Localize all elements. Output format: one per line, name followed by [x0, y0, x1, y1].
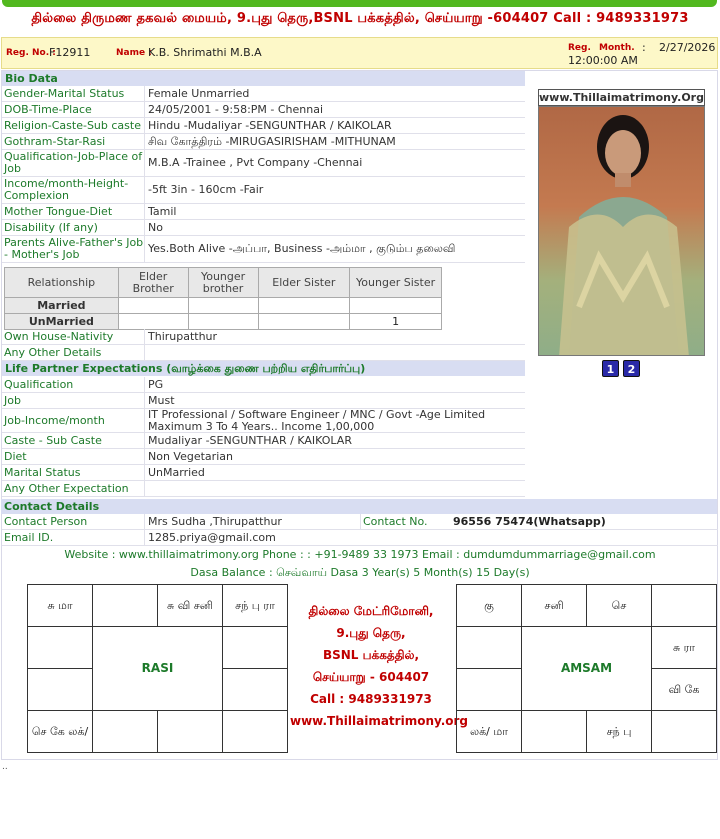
detail-label: DOB-Time-Place	[2, 102, 145, 117]
chart-house-cell: சனி	[521, 584, 587, 627]
detail-value: Must	[148, 393, 175, 407]
trailing-dots: ..	[2, 762, 8, 772]
detail-row	[2, 220, 525, 236]
contact-person-row	[2, 514, 718, 530]
email-row	[2, 530, 718, 546]
month-label: Month.	[599, 43, 635, 53]
siblings-header-row	[5, 268, 442, 298]
address-line: Call : 9489331973	[310, 692, 432, 706]
detail-label: Religion-Caste-Sub caste	[2, 118, 145, 133]
chart-house-cell: செ கே லக்/	[27, 710, 93, 753]
sib-cell	[188, 298, 258, 314]
chart-house-cell	[157, 710, 223, 753]
address-line: www.Thillaimatrimony.org	[290, 714, 469, 728]
detail-row	[2, 449, 525, 465]
detail-value: IT Professional / Software Engineer / MNC / Govt -Age Limited Maximum 3 To 4 Years.. Income 1,00,000	[148, 407, 486, 433]
sib-header: Elder Brother	[118, 268, 188, 298]
detail-value: -5ft 3in - 160cm -Fair	[148, 183, 264, 196]
detail-value	[147, 345, 525, 360]
center-address	[290, 600, 469, 732]
sib-header: Younger brother	[188, 268, 258, 298]
chart-house-cell	[456, 668, 522, 711]
reg-colon: :	[642, 41, 646, 54]
top-bar	[2, 0, 717, 7]
detail-label: Job	[2, 393, 145, 408]
detail-label: Qualification	[2, 377, 145, 392]
detail-value: 24/05/2001 - 9:58:PM - Chennai	[148, 102, 324, 116]
profile-photo[interactable]	[538, 106, 705, 356]
contact-person-value: Mrs Sudha ,Thirupatthur	[148, 514, 282, 528]
footer-contact-line: Website : www.thillaimatrimony.org Phone : : +91-9489 33 1973 Email : dumdumdummarriage@gmail.com	[64, 548, 656, 561]
sib-header: Elder Sister	[258, 268, 350, 298]
contact-details-heading: Contact Details	[1, 499, 717, 514]
detail-label: Income/month-Height-Complexion	[2, 177, 145, 203]
detail-label: Mother Tongue-Diet	[2, 204, 145, 219]
sib-row-label: Married	[5, 298, 119, 314]
chart-house-cell	[27, 626, 93, 669]
detail-row	[2, 433, 525, 449]
detail-value: சிவ கோத்திரம் -MIRUGASIRISHAM -MITHUNAM	[148, 134, 396, 148]
banner-title: தில்லை திருமண தகவல் மையம், 9.புது தெரு,BSNL பக்கத்தில், செய்யாறு -604407 Call : 9489331973	[31, 11, 689, 26]
detail-value: PG	[148, 377, 164, 391]
reg-no-value: F12911	[49, 46, 91, 59]
reg-label: Reg.	[568, 43, 591, 53]
address-line: 9.புது தெரு,	[336, 626, 406, 640]
email-label: Email ID.	[2, 530, 145, 545]
detail-label: Any Other Details	[2, 345, 145, 360]
chart-house-cell	[222, 710, 288, 753]
chart-house-cell	[92, 584, 158, 627]
reg-no-label: Reg. No. :	[6, 48, 56, 58]
siblings-table	[4, 267, 442, 330]
photo-site-label: www.Thillaimatrimony.Org	[539, 91, 704, 104]
detail-value: Hindu -Mudaliyar -SENGUNTHAR / KAIKOLAR	[148, 118, 392, 132]
detail-row	[2, 377, 525, 393]
chart-house-cell: சு வி சனி	[157, 584, 223, 627]
detail-label: Any Other Expectation	[2, 481, 145, 496]
chart-house-cell	[456, 626, 522, 669]
rasi-title: RASI	[92, 626, 223, 711]
chart-house-cell: சந் பு	[586, 710, 652, 753]
chart-house-cell: சு ரா	[651, 626, 717, 669]
siblings-married-row	[5, 298, 442, 314]
profile-photo-illustration	[539, 107, 705, 356]
detail-row	[2, 86, 525, 102]
name-value: K.B. Shrimathi M.B.A	[148, 46, 262, 59]
reg-time: 12:00:00 AM	[568, 54, 638, 67]
chart-house-cell	[651, 710, 717, 753]
sib-cell	[118, 298, 188, 314]
address-line: செய்யாறு - 604407	[312, 670, 430, 684]
detail-row	[2, 329, 525, 345]
chart-house-cell	[92, 710, 158, 753]
detail-row	[2, 345, 525, 361]
registration-bar	[1, 37, 718, 69]
detail-row	[2, 177, 525, 204]
email-value: 1285.priya@gmail.com	[148, 530, 276, 544]
detail-value: Mudaliyar -SENGUNTHAR / KAIKOLAR	[148, 433, 352, 447]
name-label: Name :	[116, 48, 152, 58]
chart-house-cell	[222, 626, 288, 669]
chart-house-cell: சந் பு ரா	[222, 584, 288, 627]
sib-header: Relationship	[5, 268, 119, 298]
dasa-balance: Dasa Balance : செவ்வாய் Dasa 3 Year(s) 5 Month(s) 15 Day(s)	[190, 566, 530, 579]
contact-no-value: 96556 75474(Whatsapp)	[453, 515, 606, 528]
detail-label: Qualification-Job-Place of Job	[2, 150, 145, 176]
sib-cell	[118, 314, 188, 330]
detail-row	[2, 393, 525, 409]
detail-label: Parents Alive-Father's Job - Mother's Job	[4, 236, 144, 261]
detail-value: Thirupatthur	[148, 329, 218, 343]
detail-label: Caste - Sub Caste	[2, 433, 145, 448]
detail-label: Marital Status	[2, 465, 145, 480]
detail-value: Tamil	[148, 204, 177, 218]
detail-value: No	[148, 220, 163, 234]
detail-row	[2, 481, 525, 497]
sib-cell	[258, 298, 350, 314]
detail-value: Female Unmarried	[148, 86, 250, 100]
reg-date: 2/27/2026	[659, 41, 716, 54]
sib-cell	[258, 314, 350, 330]
detail-value: Yes.Both Alive -அப்பா, Business -அம்மா , குடும்ப தலைவி	[148, 242, 456, 255]
chart-house-cell	[651, 584, 717, 627]
detail-row	[2, 102, 525, 118]
detail-label: Gender-Marital Status	[2, 86, 145, 101]
detail-label: Own House-Nativity	[2, 329, 145, 344]
detail-row	[2, 236, 525, 263]
sib-cell	[188, 314, 258, 330]
chart-house-cell	[222, 668, 288, 711]
chart-house-cell: வி கே	[651, 668, 717, 711]
contact-no-label: Contact No.	[360, 514, 452, 529]
chart-house-cell	[27, 668, 93, 711]
contact-person-label: Contact Person	[2, 514, 145, 529]
detail-row	[2, 118, 525, 134]
siblings-unmarried-row	[5, 314, 442, 330]
sib-cell	[350, 298, 442, 314]
detail-label: Disability (If any)	[2, 220, 145, 235]
detail-label: Job-Income/month	[2, 409, 145, 432]
detail-value: M.B.A -Trainee , Pvt Company -Chennai	[148, 156, 363, 169]
address-line: BSNL பக்கத்தில்,	[322, 648, 420, 662]
photo-page-1-button[interactable]: 1	[602, 360, 619, 377]
detail-row	[2, 134, 525, 150]
sib-header: Younger Sister	[350, 268, 442, 298]
amsam-title: AMSAM	[521, 626, 652, 711]
detail-row	[2, 409, 525, 433]
chart-house-cell	[521, 710, 587, 753]
sib-cell: 1	[350, 314, 442, 330]
detail-label: Diet	[2, 449, 145, 464]
sib-row-label: UnMarried	[5, 314, 119, 330]
detail-row	[2, 150, 525, 177]
chart-house-cell: லக்/ மா	[456, 710, 522, 753]
detail-value: Non Vegetarian	[148, 449, 233, 463]
chart-house-cell: கு	[456, 584, 522, 627]
chart-house-cell: சு மா	[27, 584, 93, 627]
partner-expectations-heading: Life Partner Expectations (வாழ்க்கை துணை பற்றிய எதிர்பார்ப்பு)	[2, 361, 525, 376]
bio-data-heading: Bio Data	[2, 71, 525, 86]
detail-label: Gothram-Star-Rasi	[2, 134, 145, 149]
detail-row	[2, 204, 525, 220]
address-line: தில்லை மேட்ரிமோனி,	[308, 604, 434, 618]
detail-value	[147, 481, 525, 496]
detail-row	[2, 465, 525, 481]
photo-page-2-button[interactable]: 2	[623, 360, 640, 377]
detail-value: UnMarried	[148, 465, 205, 479]
chart-house-cell: செ	[586, 584, 652, 627]
